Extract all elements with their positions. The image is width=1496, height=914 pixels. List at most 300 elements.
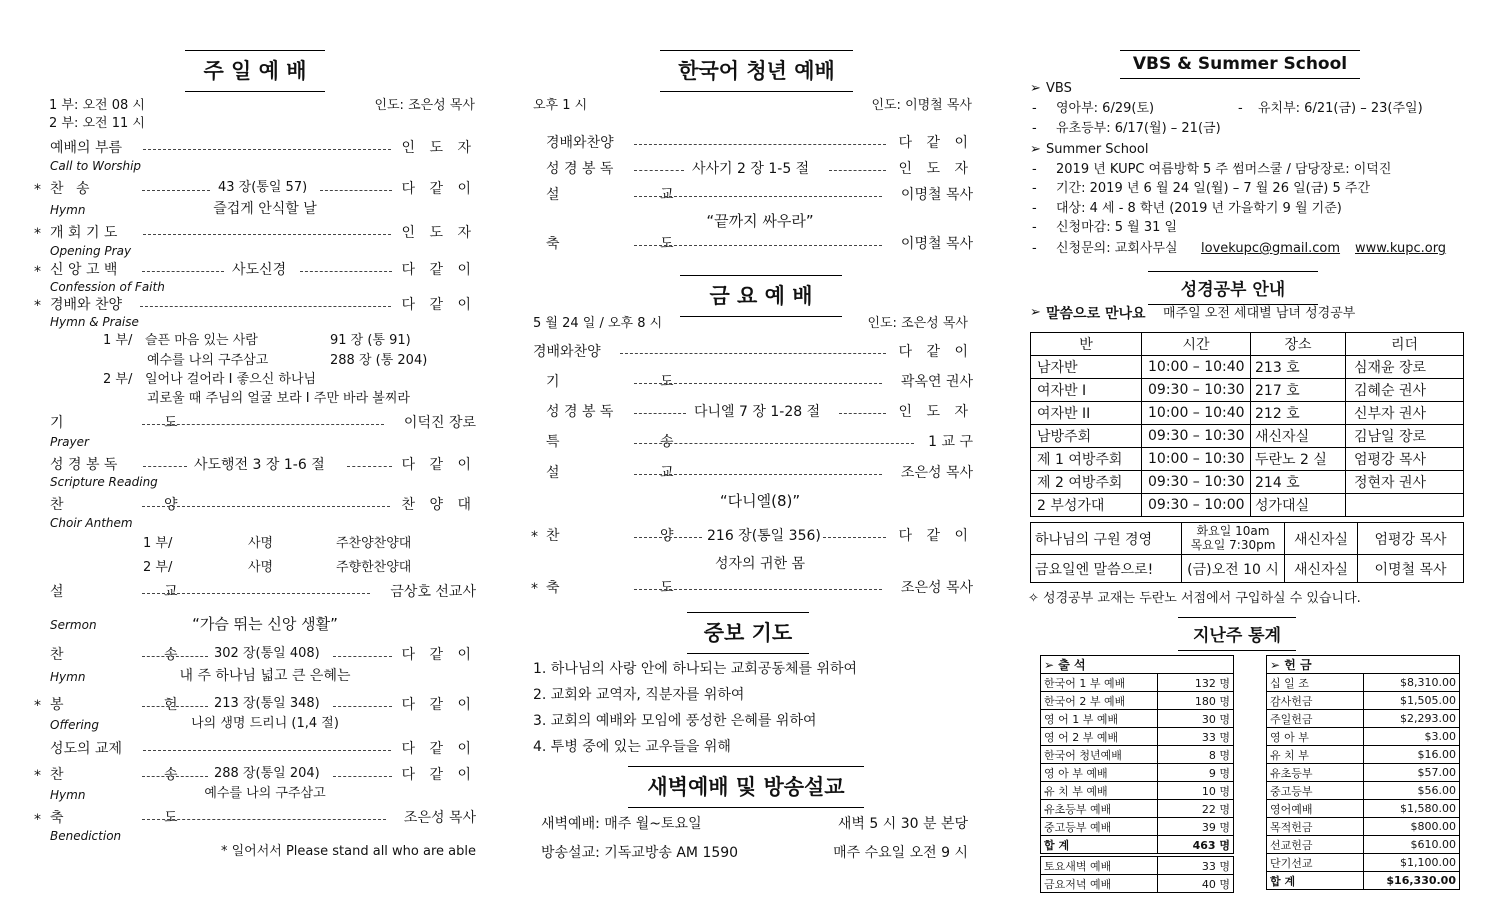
offering-amount: $57.00 <box>1364 764 1460 782</box>
table-row <box>1041 857 1234 875</box>
order-item-label: 개 회 기 도 <box>50 225 118 241</box>
dotted-leader <box>620 353 886 354</box>
friday-hymn: 216 장(통일 356) <box>707 528 821 544</box>
friday-sermon-title: “다니엘(8)” <box>719 492 801 510</box>
order-item-performer: 다 같 이 <box>401 767 476 783</box>
praise-part: 1 부/ <box>103 333 133 348</box>
order-item-hymn: 288 장(통일 204) <box>214 766 320 781</box>
bullet-dash: - <box>1032 201 1037 216</box>
table-row <box>1267 872 1460 890</box>
friday-item-performer: 다 같 이 <box>898 344 973 360</box>
arrow-icon: ➢ <box>1030 305 1041 320</box>
offering-label: 선교헌금 <box>1267 836 1364 854</box>
friday-item-performer: 곽옥연 권사 <box>900 374 973 390</box>
extra-study-place: 새신자실 <box>1285 523 1358 555</box>
table-row <box>1267 764 1460 782</box>
friday-item-performer: 조은성 목사 <box>900 580 973 596</box>
order-item-english: Hymn <box>50 788 86 802</box>
dotted-leader <box>634 383 882 384</box>
order-item-label: 기 도 <box>50 415 226 431</box>
prayer-item: 1. 하나님의 사랑 안에 하나되는 교회공동체를 위하여 <box>533 661 858 677</box>
youth-item-performer: 다 같 이 <box>898 135 973 151</box>
attendance-label: 영 아 부 예배 <box>1041 764 1158 782</box>
stand-marker: * <box>531 581 538 597</box>
friday-hymn-title: 성자의 귀한 몸 <box>714 556 806 572</box>
attendance-label: 토요새벽 예배 <box>1041 857 1158 875</box>
study-leader: 엄평강 목사 <box>1346 448 1464 471</box>
study-col-header: 시간 <box>1142 333 1251 356</box>
offering-label: 주일헌금 <box>1267 710 1364 728</box>
offering-label: 감사헌금 <box>1267 692 1364 710</box>
dotted-leader <box>142 776 208 777</box>
prayer-item: 3. 교회의 예배와 모임에 풍성한 은혜를 위하여 <box>533 713 817 729</box>
sermon-title: “가슴 뛰는 신앙 생활” <box>192 615 338 633</box>
dotted-leader <box>143 234 391 235</box>
study-leader: 김혜순 권사 <box>1346 379 1464 402</box>
friday-item-performer: 1 교 구 <box>928 434 973 450</box>
order-item-english: Scripture Reading <box>50 475 158 489</box>
friday-item-label: 기 도 <box>546 374 722 390</box>
study-title: 성경공부 안내 <box>1148 271 1318 305</box>
dawn-service-time: 새벽 5 시 30 분 본당 <box>837 816 968 832</box>
order-item-label: 경배와 찬양 <box>50 297 123 313</box>
stand-marker: * <box>34 264 41 280</box>
order-item-label: 찬 양 <box>50 497 226 513</box>
vbs-title: VBS & Summer School <box>1120 50 1360 79</box>
order-item-performer: 인 도 자 <box>401 225 476 241</box>
bullet-dash: - <box>1032 241 1037 256</box>
dotted-leader <box>142 656 208 657</box>
table-row <box>1041 674 1234 692</box>
friday-item-label: 찬 양 <box>546 528 722 544</box>
youth-title: 한국어 청년 예배 <box>660 50 853 92</box>
study-class: 제 1 여방주회 <box>1031 448 1142 471</box>
arrow-icon: ➢ <box>1030 142 1041 157</box>
table-row <box>1267 710 1460 728</box>
study-place: 두란노 2 실 <box>1251 448 1346 471</box>
choir-part: 2 부/ <box>143 560 173 575</box>
table-row <box>1031 425 1464 448</box>
order-item-performer: 찬 양 대 <box>401 497 476 513</box>
order-item-label: 설 교 <box>50 584 226 600</box>
dotted-leader <box>142 506 390 507</box>
prayer-item: 4. 투병 중에 있는 교우들을 위해 <box>533 739 731 755</box>
study-time: 09:30 – 10:30 <box>1142 425 1251 448</box>
stand-marker: * <box>34 698 41 714</box>
praise-song: 괴로울 때 주님의 얼굴 보라 I 주만 바라 볼찌라 <box>147 391 410 406</box>
order-item-performer: 이덕진 장로 <box>403 415 476 431</box>
offering-amount: $1,505.00 <box>1364 692 1460 710</box>
stand-marker: * <box>34 182 41 198</box>
bullet-dash: - <box>1032 101 1037 116</box>
offering-label: 유초등부 <box>1267 764 1364 782</box>
dotted-leader <box>142 819 386 820</box>
order-item-performer: 다 같 이 <box>401 741 476 757</box>
table-row <box>1041 764 1234 782</box>
table-row <box>1267 836 1460 854</box>
extra-study-time <box>1182 523 1285 555</box>
study-class: 여자반 II <box>1031 402 1142 425</box>
attendance-count: 180 명 <box>1158 692 1234 710</box>
dotted-leader <box>634 196 882 197</box>
offering-amount: $610.00 <box>1364 836 1460 854</box>
table-row <box>1041 692 1234 710</box>
order-item-hymn: 302 장(통일 408) <box>214 646 320 661</box>
choir-anthem: 사명 <box>248 560 274 575</box>
order-item-english: Benediction <box>50 829 122 843</box>
table-row <box>1267 800 1460 818</box>
study-col-header: 반 <box>1031 333 1142 356</box>
study-place: 새신자실 <box>1251 425 1346 448</box>
bullet-dash: - <box>1032 220 1037 235</box>
vbs-infant: 영아부: 6/29(토) <box>1056 101 1155 116</box>
stats-title: 지난주 통계 <box>1178 617 1296 651</box>
offering-label: 영 아 부 <box>1267 728 1364 746</box>
youth-item-label: 축 도 <box>546 236 722 252</box>
table-row <box>1041 818 1234 836</box>
summer-item: 대상: 4 세 - 8 학년 (2019 년 가을학기 9 월 기준) <box>1056 201 1342 216</box>
order-item-label: 성 경 봉 독 <box>50 457 118 473</box>
offering-total: $16,330.00 <box>1364 872 1460 890</box>
attendance-header: ➢ 출 석 <box>1041 656 1234 674</box>
youth-item-performer: 인 도 자 <box>898 161 973 177</box>
attendance-label: 영 어 2 부 예배 <box>1041 728 1158 746</box>
offering-amount: $8,310.00 <box>1364 674 1460 692</box>
youth-item-performer: 이명철 목사 <box>900 236 973 252</box>
study-heading-sub: 매주일 오전 세대별 남녀 성경공부 <box>1163 306 1356 321</box>
extra-study-place: 새신자실 <box>1285 555 1358 583</box>
dotted-leader <box>634 245 882 246</box>
dotted-leader <box>634 589 882 590</box>
order-item-english: Prayer <box>50 435 89 449</box>
study-col-header: 리더 <box>1346 333 1464 356</box>
order-item-label: 성도의 교제 <box>50 741 123 757</box>
order-item-label: 찬 송 <box>50 647 226 663</box>
offering-total-label: 합 계 <box>1267 872 1364 890</box>
prayer-item: 2. 교회와 교역자, 직분자를 위하여 <box>533 687 745 703</box>
dotted-leader <box>634 144 886 145</box>
dotted-leader <box>142 190 210 191</box>
dotted-leader <box>140 306 391 307</box>
order-item-english: Choir Anthem <box>50 516 133 530</box>
offering-amount: $1,580.00 <box>1364 800 1460 818</box>
attendance-label: 한국어 청년예배 <box>1041 746 1158 764</box>
attendance-label: 중고등부 예배 <box>1041 818 1158 836</box>
stand-marker: * <box>34 812 41 828</box>
extra-study-name: 하나님의 구원 경영 <box>1031 523 1182 555</box>
offering-label: 목적헌금 <box>1267 818 1364 836</box>
attendance-count: 22 명 <box>1158 800 1234 818</box>
study-leader: 김남일 장로 <box>1346 425 1464 448</box>
offering-amount: $2,293.00 <box>1364 710 1460 728</box>
order-item-performer: 다 같 이 <box>401 697 476 713</box>
summer-heading: Summer School <box>1046 142 1149 157</box>
youth-time: 오후 1 시 <box>533 98 588 113</box>
study-time: 09:30 – 10:00 <box>1142 494 1251 517</box>
table-row <box>1041 782 1234 800</box>
choir-anthem: 사명 <box>248 536 274 551</box>
stand-marker: * <box>34 768 41 784</box>
study-class: 여자반 I <box>1031 379 1142 402</box>
order-item-english: Sermon <box>50 618 97 632</box>
order-item-label: 찬 송 <box>50 767 226 783</box>
extra-study-time-2: 목요일 7:30pm <box>1190 537 1276 552</box>
friday-scripture: 다니엘 7 장 1-28 절 <box>694 404 821 420</box>
youth-item-label: 성 경 봉 독 <box>546 161 614 177</box>
order-item-subtitle: 예수를 나의 구주삼고 <box>204 786 326 801</box>
study-leader: 심재윤 장로 <box>1346 356 1464 379</box>
praise-hymn-number: 91 장 (통 91) <box>330 333 411 348</box>
contact-label: 신청문의: 교회사무실 <box>1056 241 1178 256</box>
praise-song: 예수를 나의 구주삼고 <box>147 353 269 368</box>
youth-item-performer: 이명철 목사 <box>900 187 973 203</box>
order-item-english: Confession of Faith <box>50 280 165 294</box>
order-item-label: 찬 송 <box>50 181 94 197</box>
study-time: 09:30 – 10:30 <box>1142 379 1251 402</box>
attendance-table <box>1040 655 1234 854</box>
order-item-performer: 금상호 선교사 <box>390 584 476 600</box>
table-row <box>1041 728 1234 746</box>
offering-label: 단기선교 <box>1267 854 1364 872</box>
order-item-performer: 다 같 이 <box>401 647 476 663</box>
offering-amount: $1,100.00 <box>1364 854 1460 872</box>
attendance-label: 한국어 2 부 예배 <box>1041 692 1158 710</box>
table-row <box>1041 875 1234 893</box>
study-heading: 말씀으로 만나요 <box>1046 306 1146 322</box>
stand-marker: * <box>34 298 41 314</box>
attendance-total-label: 합 계 <box>1041 836 1158 854</box>
order-item-english: Opening Pray <box>50 244 132 258</box>
order-item-english: Hymn <box>50 203 86 217</box>
order-item-performer: 다 같 이 <box>401 297 476 313</box>
friday-item-performer: 조은성 목사 <box>900 465 973 481</box>
order-item-english: Offering <box>50 718 99 732</box>
order-item-performer: 다 같 이 <box>401 181 476 197</box>
attendance-count: 10 명 <box>1158 782 1234 800</box>
offering-amount: $3.00 <box>1364 728 1460 746</box>
offering-label: 영어예배 <box>1267 800 1364 818</box>
order-item-label: 축 도 <box>50 810 226 826</box>
sunday-time-1: 1 부: 오전 08 시 <box>49 98 145 113</box>
dotted-leader <box>839 413 886 414</box>
dotted-leader <box>143 466 187 467</box>
extra-study-leader: 엄평강 목사 <box>1358 523 1464 555</box>
dotted-leader <box>823 537 886 538</box>
youth-item-label: 설 교 <box>546 187 722 203</box>
stand-marker: * <box>34 226 41 242</box>
friday-leader: 인도: 조은성 목사 <box>867 316 968 331</box>
study-leader: 신부자 권사 <box>1346 402 1464 425</box>
order-item-hymn: 213 장(통일 348) <box>214 696 320 711</box>
dotted-leader <box>829 170 886 171</box>
study-place: 213 호 <box>1251 356 1346 379</box>
table-row <box>1041 746 1234 764</box>
study-place: 212 호 <box>1251 402 1346 425</box>
attendance-count: 39 명 <box>1158 818 1234 836</box>
extra-study-time: (금)오전 10 시 <box>1182 555 1285 583</box>
dotted-leader <box>634 413 686 414</box>
broadcast: 방송설교: 기독교방송 AM 1590 <box>541 845 739 861</box>
study-note: ✧ 성경공부 교재는 두란노 서점에서 구입하실 수 있습니다. <box>1028 591 1361 606</box>
order-item-subtitle: 나의 생명 드리니 (1,4 절) <box>191 716 339 731</box>
attendance-label: 금요저녁 예배 <box>1041 875 1158 893</box>
stand-marker: * <box>531 529 538 545</box>
friday-item-label: 성 경 봉 독 <box>546 404 614 420</box>
attendance-count: 33 명 <box>1158 728 1234 746</box>
praise-song: 슬픈 마음 있는 사람 <box>145 333 258 348</box>
table-row <box>1267 728 1460 746</box>
attendance-total: 463 명 <box>1158 836 1234 854</box>
dawn-title: 새벽예배 및 방송설교 <box>628 766 864 808</box>
friday-item-performer: 인 도 자 <box>898 404 973 420</box>
attendance-count: 8 명 <box>1158 746 1234 764</box>
table-row <box>1041 710 1234 728</box>
order-item-english: Call to Worship <box>50 159 142 173</box>
order-item-performer: 다 같 이 <box>401 262 476 278</box>
study-col-header: 장소 <box>1251 333 1346 356</box>
extra-study-leader: 이명철 목사 <box>1358 555 1464 583</box>
order-item-scripture: 사도행전 3 장 1-6 절 <box>194 457 325 473</box>
order-item-performer: 인 도 자 <box>401 140 476 156</box>
study-time: 10:00 – 10:40 <box>1142 356 1251 379</box>
order-item-label: 예배의 부름 <box>50 140 123 156</box>
table-row <box>1267 674 1460 692</box>
table-row <box>1041 836 1234 854</box>
study-class: 남자반 <box>1031 356 1142 379</box>
study-leader: 정현자 권사 <box>1346 471 1464 494</box>
friday-item-label: 특 송 <box>546 434 722 450</box>
study-class: 제 2 여방주회 <box>1031 471 1142 494</box>
extra-study-table <box>1030 522 1464 583</box>
study-time: 09:30 – 10:30 <box>1142 471 1251 494</box>
sunday-leader: 인도: 조은성 목사 <box>374 98 475 113</box>
sunday-title: 주 일 예 배 <box>185 50 325 92</box>
table-row <box>1267 854 1460 872</box>
youth-item-label: 경배와찬양 <box>546 135 614 151</box>
friday-title: 금 요 예 배 <box>680 275 842 317</box>
extra-study-name: 금요일엔 말씀으로! <box>1031 555 1182 583</box>
table-row <box>1031 356 1464 379</box>
study-place: 217 호 <box>1251 379 1346 402</box>
order-item-center: 사도신경 <box>232 262 287 278</box>
study-leader <box>1346 494 1464 517</box>
attendance-label: 유 치 부 예배 <box>1041 782 1158 800</box>
attendance-count: 132 명 <box>1158 674 1234 692</box>
order-item-performer: 다 같 이 <box>401 457 476 473</box>
vbs-kindergarten: 유치부: 6/21(금) – 23(주일) <box>1258 101 1423 116</box>
dotted-leader <box>142 424 384 425</box>
table-row <box>1031 471 1464 494</box>
youth-scripture: 사사기 2 장 1-5 절 <box>692 161 810 177</box>
attendance-label: 한국어 1 부 예배 <box>1041 674 1158 692</box>
dotted-leader <box>634 474 882 475</box>
attendance-label: 영 어 1 부 예배 <box>1041 710 1158 728</box>
attendance-count: 40 명 <box>1158 875 1234 893</box>
vbs-heading: VBS <box>1046 81 1072 96</box>
study-place: 214 호 <box>1251 471 1346 494</box>
table-row <box>1031 379 1464 402</box>
study-place: 성가대실 <box>1251 494 1346 517</box>
order-item-english: Hymn <box>50 670 86 684</box>
table-row <box>1267 818 1460 836</box>
offering-label: 십 일 조 <box>1267 674 1364 692</box>
order-item-hymn: 43 장(통일 57) <box>218 180 308 195</box>
arrow-icon: ➢ <box>1030 81 1041 96</box>
offering-header: ➢ 헌 금 <box>1267 656 1460 674</box>
dotted-leader <box>142 271 224 272</box>
attendance-count: 9 명 <box>1158 764 1234 782</box>
table-row <box>1267 782 1460 800</box>
order-item-subtitle: 내 주 하나님 넓고 큰 은혜는 <box>179 668 351 684</box>
website-link[interactable]: www.kupc.org <box>1355 241 1447 256</box>
praise-part: 2 부/ <box>103 372 133 387</box>
bullet-dash: - <box>1032 181 1037 196</box>
dotted-leader <box>634 170 684 171</box>
table-row <box>1267 746 1460 764</box>
prayer-title: 중보 기도 <box>687 612 809 654</box>
friday-time: 5 월 24 일 / 오후 8 시 <box>533 316 663 331</box>
attendance-extra-table <box>1040 856 1234 893</box>
friday-item-label: 축 도 <box>546 580 722 596</box>
attendance-label: 유초등부 예배 <box>1041 800 1158 818</box>
summer-item: 2019 년 KUPC 여름방학 5 주 썸머스쿨 / 담당장로: 이덕진 <box>1056 162 1392 177</box>
table-row <box>1267 692 1460 710</box>
offering-amount: $56.00 <box>1364 782 1460 800</box>
offering-table <box>1266 655 1460 890</box>
attendance-count: 33 명 <box>1158 857 1234 875</box>
vbs-elementary: 유초등부: 6/17(월) – 21(금) <box>1056 121 1221 136</box>
youth-sermon-title: “끝까지 싸우라” <box>706 212 814 230</box>
praise-song: 일어나 걸어라 I 좋으신 하나님 <box>145 372 317 387</box>
dotted-leader <box>634 443 914 444</box>
dotted-leader <box>143 149 391 150</box>
attendance-count: 30 명 <box>1158 710 1234 728</box>
order-item-english: Hymn & Praise <box>50 315 139 329</box>
choir-part: 1 부/ <box>143 536 173 551</box>
table-row <box>1041 800 1234 818</box>
friday-item-label: 설 교 <box>546 465 722 481</box>
praise-hymn-number: 288 장 (통 204) <box>330 353 428 368</box>
extra-study-time-1: 화요일 10am <box>1196 524 1270 539</box>
order-item-label: 봉 헌 <box>50 697 226 713</box>
study-class: 남방주회 <box>1031 425 1142 448</box>
study-time: 10:00 – 10:40 <box>1142 402 1251 425</box>
study-time: 10:00 – 10:30 <box>1142 448 1251 471</box>
dotted-leader <box>143 750 391 751</box>
table-row <box>1031 555 1464 583</box>
contact-email-link[interactable]: lovekupc@gmail.com <box>1201 241 1341 256</box>
study-class: 2 부성가대 <box>1031 494 1142 517</box>
summer-item: 신청마감: 5 월 31 일 <box>1056 220 1178 235</box>
friday-item-label: 경배와찬양 <box>533 344 601 360</box>
broadcast-time: 매주 수요일 오전 9 시 <box>833 845 968 861</box>
bullet-dash: - <box>1238 101 1243 116</box>
table-row <box>1031 402 1464 425</box>
offering-label: 중고등부 <box>1267 782 1364 800</box>
order-item-label: 신 앙 고 백 <box>50 262 118 278</box>
sunday-time-2: 2 부: 오전 11 시 <box>49 116 145 131</box>
study-table <box>1030 332 1464 517</box>
choir-name: 주찬양찬양대 <box>336 536 412 551</box>
summer-item: 기간: 2019 년 6 월 24 일(월) – 7 월 26 일(금) 5 주간 <box>1056 181 1371 196</box>
bullet-dash: - <box>1032 121 1037 136</box>
offering-amount: $16.00 <box>1364 746 1460 764</box>
bullet-dash: - <box>1032 162 1037 177</box>
table-row <box>1031 494 1464 517</box>
friday-item-performer: 다 같 이 <box>898 528 973 544</box>
order-item-performer: 조은성 목사 <box>403 810 476 826</box>
dotted-leader <box>142 706 208 707</box>
